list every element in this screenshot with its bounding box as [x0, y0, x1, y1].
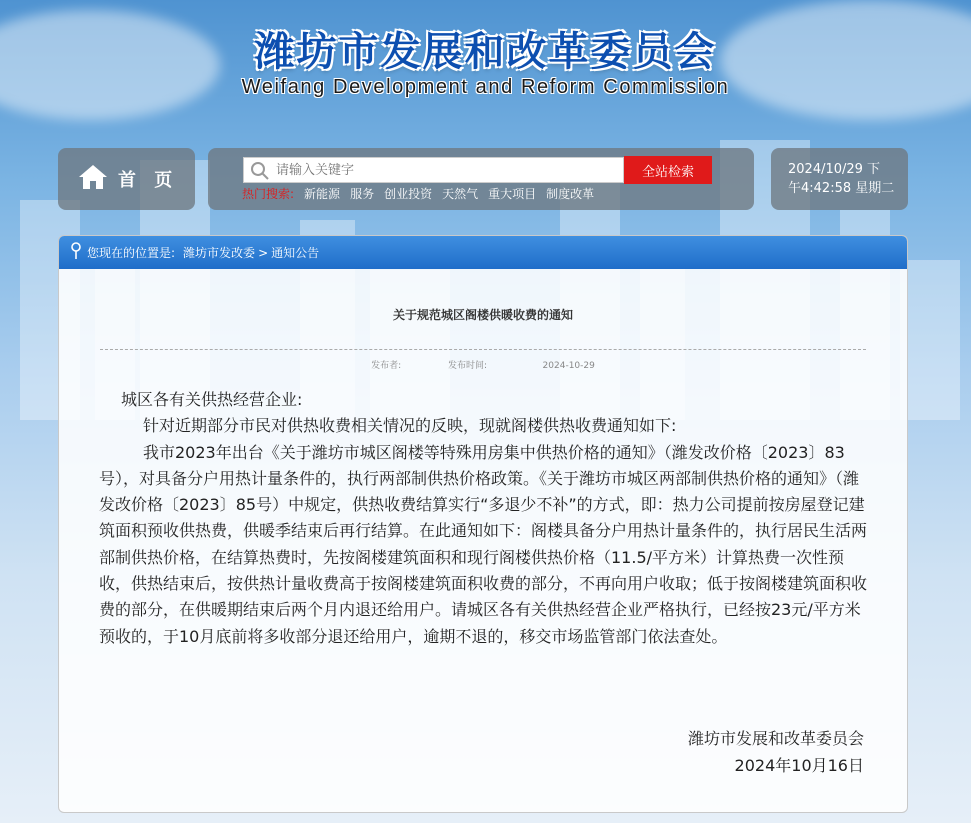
search-button[interactable]: 全站检索 [624, 156, 712, 184]
salutation: 城区各有关供热经营企业: [121, 390, 303, 409]
publisher-label: 发布者: [371, 361, 402, 371]
divider [100, 349, 866, 350]
site-title: 潍坊市发展和改革委员会 [254, 29, 717, 75]
datetime-line: 2024/10/29 下 [788, 162, 881, 177]
hot-search-link[interactable]: 新能源 [304, 187, 341, 201]
search-panel [208, 148, 754, 210]
article-container [58, 235, 908, 813]
house-icon [78, 163, 108, 195]
signature-block [688, 725, 864, 779]
article-title: 关于规范城区阁楼供暖收费的通知 [392, 308, 573, 322]
hot-search-link[interactable]: 创业投资 [384, 187, 433, 201]
sign-date: 2024年10月16日 [734, 756, 864, 775]
breadcrumb-link-home[interactable]: 潍坊市发改委 [183, 246, 256, 260]
search-input[interactable] [243, 157, 624, 183]
breadcrumb [59, 236, 907, 269]
article-body [99, 387, 869, 650]
paragraph: 针对近期部分市民对供热收费相关情况的反映，现就阁楼供热收费通知如下: [143, 416, 677, 436]
hot-search-link[interactable]: 天然气 [442, 187, 479, 201]
paragraph: 我市2023年出台《关于潍坊市城区阁楼等特殊用房集中供热价格的通知》（潍发改价格〔2023〕83号），对具备分户用热计量条件的，执行两部制供热价格政策。《关于潍坊市城区两部制供热价格的通知》（潍发改价格〔2023〕85号）中规定，供热收费结算实行“多退少不补”的方式，即：热力公司提前按房屋登记建筑面积预收供热费，供暖季结束后再行结算。在此通知如下：阁楼具备分户用热计量条件的，执行居民生活两部制供热价格，在结算热费时，先按阁楼建筑面积和现行阁楼供热价格（11.5/平方米）计算热费一次性预收，供热结束后，按供热计量收费高于按阁楼建筑面积收费的部分，不再向用户收取；低于按阁楼建筑面积收费的部分，在供暖期结束后两个月内退还给用户。请城区各有关供热经营企业严格执行，已经按23元/平方米预收的，于10月底前将多收部分退还给用户，逾期不退的，移交市场监管部门依法查处。 [99, 442, 868, 646]
datetime-panel [771, 148, 908, 210]
site-header [0, 0, 971, 120]
hot-search-label: 热门搜索: [242, 187, 295, 201]
date-label: 发布时间: [448, 361, 488, 371]
breadcrumb-separator: > [258, 245, 269, 260]
home-button[interactable] [58, 148, 195, 210]
hot-search-link[interactable]: 重大项目 [488, 187, 537, 201]
article-meta [59, 358, 907, 371]
signature: 潍坊市发展和改革委员会 [687, 729, 864, 748]
search-icon [250, 161, 270, 181]
breadcrumb-prefix: 您现在的位置是: [87, 246, 176, 260]
hot-search-row [242, 185, 594, 202]
hot-search-link[interactable]: 制度改革 [546, 187, 595, 201]
breadcrumb-link-notices[interactable]: 通知公告 [271, 246, 320, 260]
site-subtitle: Weifang Development and Reform Commission [241, 76, 730, 98]
datetime-line: 午4:42:58 星期二 [788, 181, 895, 196]
home-label: 首 页 [118, 170, 179, 191]
location-pin-icon [71, 242, 81, 263]
hot-search-link[interactable]: 服务 [350, 187, 375, 201]
date-value: 2024-10-29 [542, 361, 595, 371]
